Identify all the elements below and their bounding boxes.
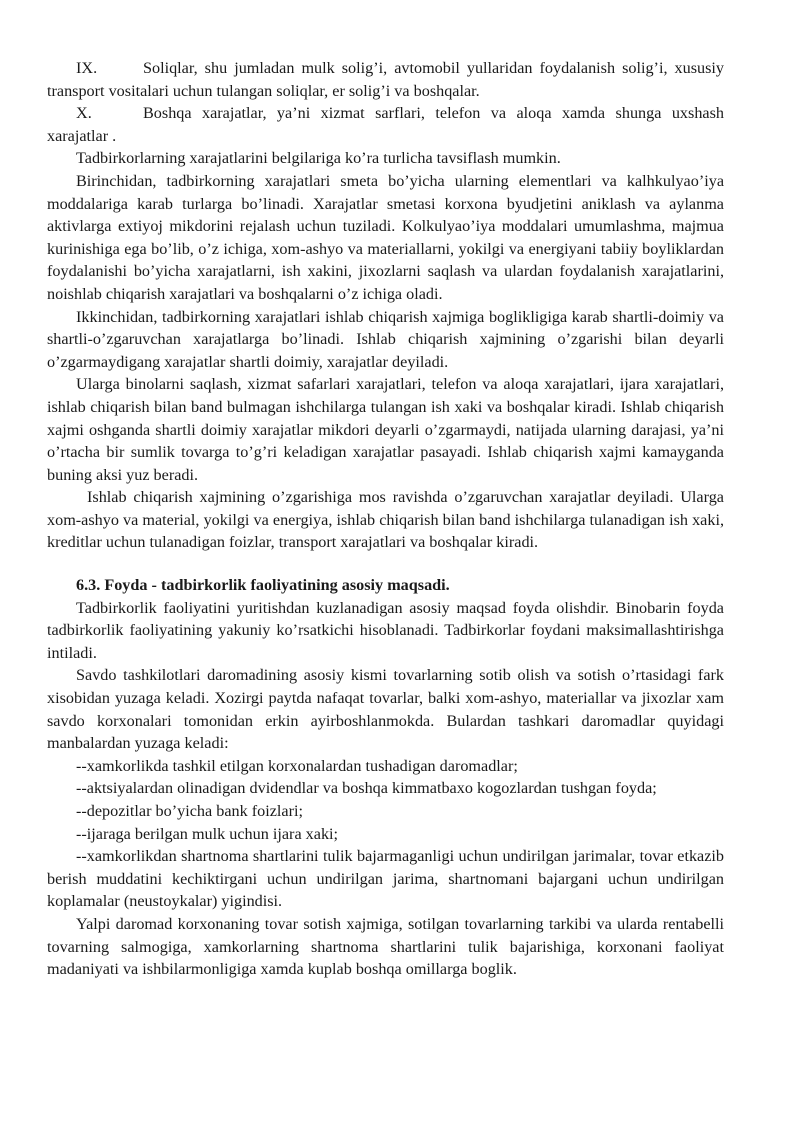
paragraph: Tadbirkorlik faoliyatini yuritishdan kuzlanadigan asosiy maqsad foyda olishdir. Binobarin foyda tadbirkorlik faoliyatining yakuniy ko’rsatkichi hisoblanadi. Tadbirkorlar foydani maksimallashtirishga intiladi.	[47, 598, 724, 662]
paragraph: Ishlab chiqarish xajmining o’zgarishiga mos ravishda o’zgaruvchan xarajatlar deyiladi. Ularga xom-ashyo va material, yokilgi va energiya, ishlab chiqarish bilan band ishchilarga tulanadigan ish xaki, kreditlar uchun tulanadigan foizlar, transport xarajatlari va boshqalar kiradi.	[47, 488, 724, 552]
list-item: --xamkorlikdan shartnoma shartlarini tulik bajarmaganligi uchun undirilgan jarimalar, tovar etkazib berish muddatini kechiktirgani uchun undirilgan jarima, shartnomani bajargani uchun undirilgan koplamalar (neustoykalar) yigindisi.	[47, 847, 724, 911]
list-item: --xamkorlikda tashkil etilgan korxonalardan tushadigan daromadlar;	[76, 756, 518, 775]
item-number: IX.	[76, 59, 98, 77]
list-item: --aktsiyalardan olinadigan dvidendlar va boshqa kimmatbaxo kogozlardan tushgan foyda;	[76, 779, 657, 798]
item-number: X.	[76, 104, 92, 123]
list-item: --ijaraga berilgan mulk uchun ijara xaki;	[76, 824, 339, 843]
list-item: --depozitlar bo’yicha bank foizlari;	[76, 802, 303, 820]
item-text: Soliqlar, shu jumladan mulk solig’i, avtomobil yullaridan foydalanish solig’i, xususiy transport vositalari uchun tulangan soliqlar, er solig’i va boshqalar.	[47, 59, 724, 100]
numbered-item	[47, 102, 724, 147]
section-heading: 6.3. Foyda - tadbirkorlik faoliyatining asosiy maqsadi.	[76, 576, 450, 595]
item-text: Boshqa xarajatlar, ya’ni xizmat sarflari, telefon va aloqa xamda shunga uxshash xarajatlar .	[47, 104, 724, 145]
paragraph: Tadbirkorlarning xarajatlarini belgilariga ko’ra turlicha tavsiflash mumkin.	[76, 149, 561, 168]
paragraph: Ularga binolarni saqlash, xizmat safarlari xarajatlari, telefon va aloqa xarajatlari, ijara xarajatlari, ishlab chiqarish bilan band bulmagan ishchilarga tulangan ish xaki va boshqalar kiradi. Ishlab chiqarish xajmi oshganda shartli doimiy xarajatlar mikdori deyarli o’zgarmaydi, natijada ularning darajasi, ya’ni o’rtacha bir sumlik tovarga to’g’ri keladigan xarajatlar pasayadi. Ishlab chiqarish xajmi kamayganda buning aksi yuz beradi.	[47, 375, 724, 484]
numbered-item	[47, 57, 724, 102]
paragraph: Savdo tashkilotlari daromadining asosiy kismi tovarlarning sotib olish va sotish o’rtasidagi fark xisobidan yuzaga keladi. Xozirgi paytda nafaqat tovarlar, balki xom-ashyo, materiallar va jixozlar xam savdo korxonalari tomonidan erkin ayirboshlanmokda. Bulardan tashkari daromadlar quyidagi manbalardan yuzaga keladi:	[47, 666, 724, 753]
section-spacer	[47, 554, 724, 574]
paragraph: Birinchidan, tadbirkorning xarajatlari smeta bo’yicha ularning elementlari va kalhkulyao’iya moddalariga karab turlarga bo’linadi. Xarajatlar smetasi korxona byudjetini aniklash va aylanma aktivlarga extiyoj mikdorini rejalash uchun tuziladi. Kolkulyao’iya moddalari umumlashma, majmua kurinishiga ega bo’lib, o’z ichiga, xom-ashyo va materiallarni, yokilgi va energiyani tabiiy boyliklardan foydalanishi bo’yicha xarajatlarni, ish xakini, jixozlarni saqlash va ulardan foydalanish xarajatlarini, noishlab chiqarish xarajatlari va boshqalarni o’z ichiga oladi.	[47, 171, 724, 303]
paragraph: Ikkinchidan, tadbirkorning xarajatlari ishlab chiqarish xajmiga boglikligiga karab shartli-doimiy va shartli-o’zgaruvchan xarajatlarga bo’linadi. Ishlab chiqarish xajmining o’zgarishi bilan deyarli o’zgarmaydigang xarajatlar shartli doimiy, xarajatlar deyiladi.	[47, 307, 724, 371]
paragraph: Yalpi daromad korxonaning tovar sotish xajmiga, sotilgan tovarlarning tarkibi va ularda rentabelli tovarning salmogiga, xamkorlarning shartnoma shartlarini tulik bajarishiga, korxonani faoliyat madaniyati va ishbilarmonligiga xamda kuplab boshqa omillarga boglik.	[47, 914, 724, 979]
